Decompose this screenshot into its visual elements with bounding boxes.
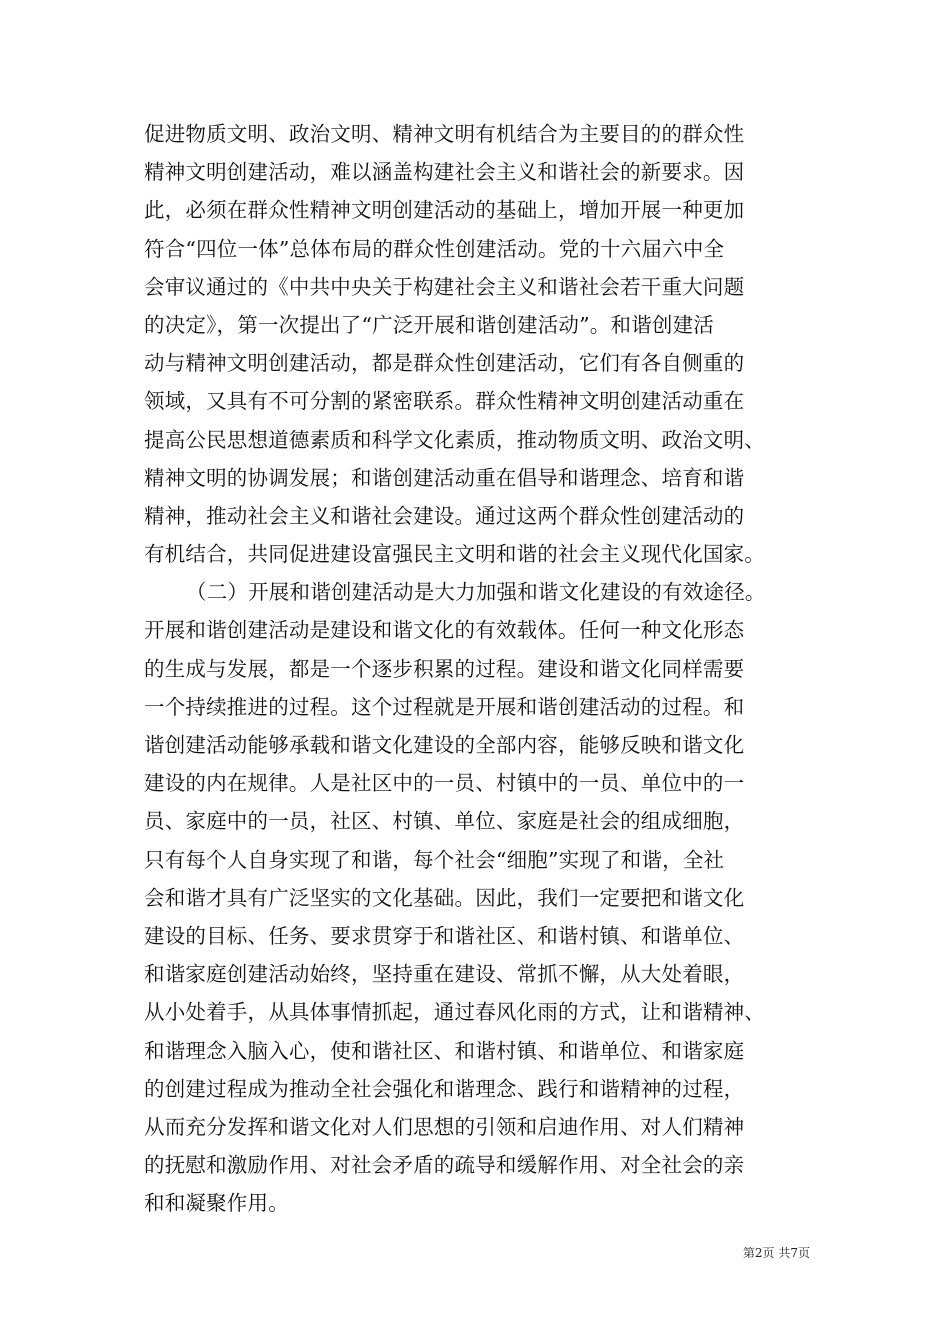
text-line: 和谐理念入脑入心，使和谐社区、和谐村镇、和谐单位、和谐家庭: [144, 1038, 745, 1063]
page-footer: [700, 1245, 810, 1261]
text-line: （二）开展和谐创建活动是大力加强和谐文化建设的有效途径。: [186, 580, 766, 605]
text-line: 从而充分发挥和谐文化对人们思想的引领和启迪作用、对人们精神: [144, 1114, 745, 1139]
text-line: 的抚慰和激励作用、对社会矛盾的疏导和缓解作用、对全社会的亲: [144, 1153, 745, 1178]
text-line: 一个持续推进的过程。这个过程就是开展和谐创建活动的过程。和: [144, 694, 745, 719]
text-line: 精神文明创建活动，难以涵盖构建社会主义和谐社会的新要求。因: [144, 160, 745, 185]
text-line: 有机结合，共同促进建设富强民主文明和谐的社会主义现代化国家。: [144, 542, 765, 567]
text-line: 提高公民思想道德素质和科学文化素质，推动物质文明、政治文明、: [144, 427, 765, 452]
text-line: 精神文明的协调发展；和谐创建活动重在倡导和谐理念、培育和谐: [144, 465, 745, 490]
text-line: 的生成与发展，都是一个逐步积累的过程。建设和谐文化同样需要: [144, 656, 745, 681]
footer-suffix: 页: [797, 1246, 810, 1260]
text-line: 的创建过程成为推动全社会强化和谐理念、践行和谐精神的过程，: [144, 1076, 745, 1101]
text-line: 只有每个人自身实现了和谐，每个社会“细胞”实现了和谐，全社: [144, 847, 725, 872]
footer-total-pages: 7: [790, 1246, 798, 1260]
text-line: 和谐家庭创建活动始终，坚持重在建设、常抓不懈，从大处着眼，: [144, 962, 745, 987]
text-line: 会和谐才具有广泛坚实的文化基础。因此，我们一定要把和谐文化: [144, 885, 745, 910]
text-line: 促进物质文明、政治文明、精神文明有机结合为主要目的的群众性: [144, 122, 745, 146]
text-line: 从小处着手，从具体事情抓起，通过春风化雨的方式，让和谐精神、: [144, 1000, 765, 1025]
text-line: 员、家庭中的一员，社区、村镇、单位、家庭是社会的组成细胞，: [144, 809, 745, 834]
text-line: 会审议通过的《中共中央关于构建社会主义和谐社会若干重大问题: [144, 274, 745, 299]
text-line: 此，必须在群众性精神文明创建活动的基础上，增加开展一种更加: [144, 198, 745, 223]
footer-middle: 页 共: [762, 1246, 791, 1260]
document-body: [144, 115, 814, 1222]
footer-current-page: 2: [754, 1246, 763, 1260]
text-line: 领域，又具有不可分割的紧密联系。群众性精神文明创建活动重在: [144, 389, 745, 414]
text-line: 和和凝聚作用。: [144, 1191, 289, 1216]
text-line: 的决定》，第一次提出了“广泛开展和谐创建活动”。和谐创建活: [144, 312, 715, 337]
text-line: 建设的目标、任务、要求贯穿于和谐社区、和谐村镇、和谐单位、: [144, 923, 745, 948]
text-line: 开展和谐创建活动是建设和谐文化的有效载体。任何一种文化形态: [144, 618, 745, 643]
text-line: 谐创建活动能够承载和谐文化建设的全部内容，能够反映和谐文化: [144, 733, 745, 757]
text-line: 建设的内在规律。人是社区中的一员、村镇中的一员、单位中的一: [144, 771, 745, 796]
footer-prefix: 第: [742, 1246, 755, 1260]
text-line: 动与精神文明创建活动，都是群众性创建活动，它们有各自侧重的: [144, 351, 745, 376]
text-line: 符合“四位一体”总体布局的群众性创建活动。党的十六届六中全: [144, 236, 725, 261]
text-line: 精神，推动社会主义和谐社会建设。通过这两个群众性创建活动的: [144, 503, 745, 528]
